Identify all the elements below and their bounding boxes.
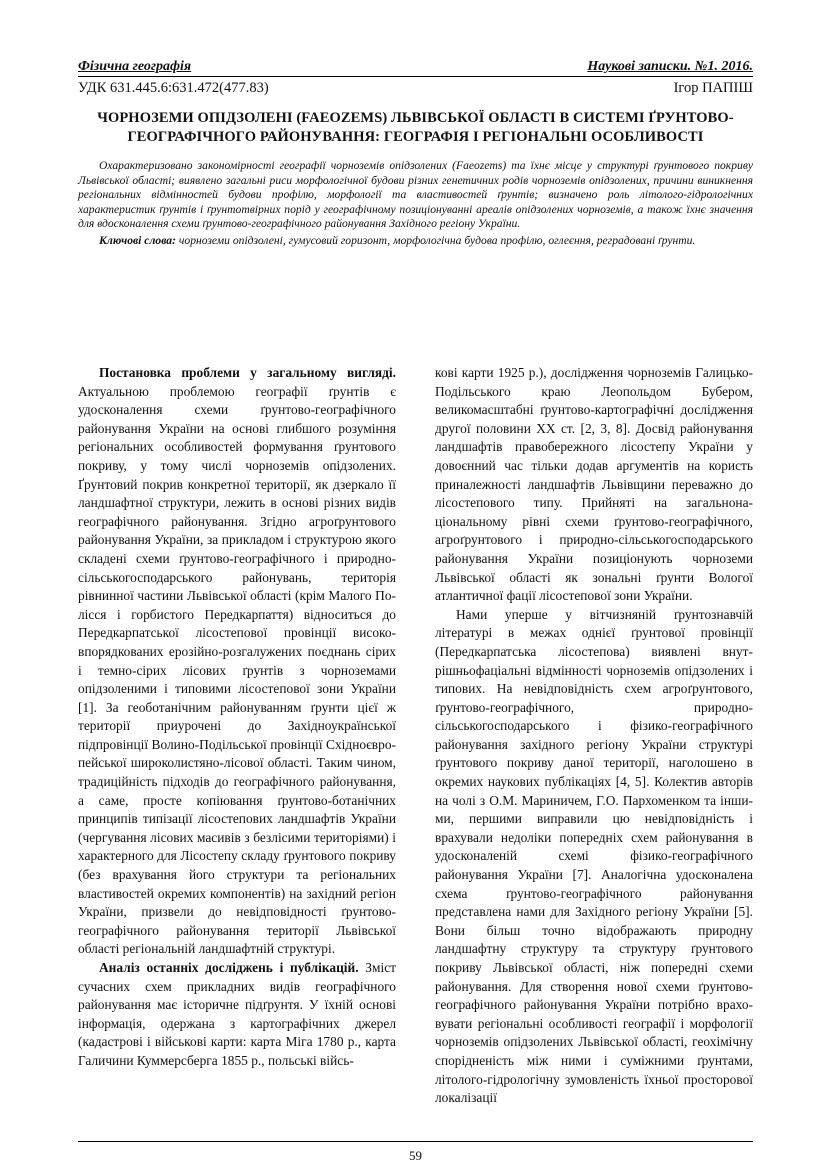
heading-problem: Постановка проблеми у загальному вигляді.: [99, 365, 396, 380]
page-number: 59: [409, 1148, 422, 1163]
paragraph-problem: [78, 364, 396, 959]
author-name: Ігор ПАПІШ: [673, 80, 753, 96]
paragraph-analysis: [78, 959, 396, 1071]
udc-code: УДК 631.445.6:631.472(477.83): [78, 80, 269, 96]
paper-page: [78, 58, 753, 1163]
abstract: Охарактеризовано закономірності географії чорноземів опідзолених (Faeozems) та їхнє місце у структурі ґрунтового покриву Львівської області; виявлено загальні риси морфологічної будови різних генетичних родів чорноземів опідзолених, причини виникнення регіональних відмінностей будови профілю, морфології та властивостей ґрунтів; визначено роль літолого-гідрологічних характеристик ґрунтів і ґрунтотвірних порід у географічному позиціонуванні ареалів опідзолених чорноземів, а також їхнє значення для вдосконалення схеми ґрунтово-географічного районування Західного регіону України.: [78, 159, 753, 231]
body-columns: [78, 364, 753, 1108]
paragraph-findings: Нами уперше у вітчизняній ґрунтознавчій літературі в межах однієї ґрунтової провінції (Передкарпатська лісостепова) виявлені внутрішньофаціальні відмінності чорноземів опідзолених і типових. На невідповідність схем агроґрунтового, ґрунтово-географічного, природно-сільськогосподарського і фізико-географічного районування західного регіону України структурі ґрунтового покриву даної території, наголошено в окремих наукових публікаціях [4, 5]. Колектив авторів на чолі з О.М. Мариничем, Г.О. Пархоменком та іншими, першими виправили цю невідповідність і врахували недоліки попередніх схем районування в удосконаленій схемі фізико-географічного районування України [7]. Аналогічна удосконалена схема ґрунтово-географічного районування представлена нами для Західного регіону України [5]. Вони більш точно відображають природну ландшафтну структуру та структуру ґрунтового покриву Львівської області, ніж попередні схеми районування. Для створення нової схеми ґрунтово-географічного районування України потрібно враховувати регіональні особливості географії і морфології чорноземів опідзолених Львівської області, геохімічну спорідненість між ними і суміжними ґрунтами, літолого-гідрологічну зумовленість їхньої просторової локалізації: [435, 606, 753, 1106]
keywords: [78, 234, 753, 249]
right-column: [435, 364, 753, 1108]
left-column: [78, 364, 396, 1108]
header-journal: Наукові записки. №1. 2016.: [587, 59, 753, 74]
running-header: [78, 58, 753, 75]
header-rule: [78, 76, 753, 77]
paragraph-continued: кові карти 1925 р.), дослідження чорноземів Галицько-Подільського краю Леопольдом Бубером, великомасштабні ґрунтово-картографічні дослідження другої половини ХХ ст. [2, 3, 8]. Досвід районування ландшафтів правобережного лісостепу України у довоєнний час тільки додав аргументів на користь приналежності ландшафтів Львівщини переважно до лісостепового типу. Прийняті на загальнонаціональному рівні схеми ґрунтово-географічного, агроґрунтового і природно-сільськогосподарського районування України позиціонують чорноземи Львівської області як зональні ґрунти Вологої атлантичної фації лісостепової зони України.: [435, 365, 753, 604]
keywords-label: Ключові слова:: [99, 233, 176, 247]
heading-analysis: Аналіз останніх досліджень і публікацій.: [99, 960, 359, 975]
article-title: ЧОРНОЗЕМИ ОПІДЗОЛЕНІ (FAEOZEMS) ЛЬВІВСЬКОЇ ОБЛАСТІ В СИСТЕМІ ҐРУНТОВО-ГЕОГРАФІЧНОГО РАЙОНУВАННЯ: ГЕОГРАФІЯ І РЕГІОНАЛЬНІ ОСОБЛИВОСТІ: [97, 110, 734, 145]
udc-line: [78, 79, 753, 97]
text-problem: Актуальною проблемою географії ґрунтів є удосконалення схеми ґрунтово-географічного районування України на основі глибшого розуміння регіональних особливостей формування ґрунтового покриву, у тому числі чорноземів опідзолених. Ґрунтовий покрив конкретної території, як дзеркало її ландшафтної структури, лежить в основі різних видів географічного районування. Згідно агроґрунтового районування України, за прикладом і структурою якого складені схеми ґрунтово-географічного і природно-сільськогосподарського районувань, територія рівнинної частини Львівської області (крім Малого Полісся і горбистого Передкарпаття) відноситься до Передкарпатської лісостепової провінції високо-впорядкованих ерозійно-розгалужених поєднань сірих і темно-сірих лісових ґрунтів з чорноземами опідзоленими і типовими лісостепової зони України [1]. За геоботанічним районуванням ґрунти цієї ж території приурочені до Західноукраїнської підпровінції Волино-Подільської провінції Східноєвропейської широколистяно-лісової області. Таким чином, традиційність підходів до географічного районування, а саме, просте копіювання ґрунтово-ботанічних принципів типізації лісостепових ландшафтів України (чергування лісових масивів з безлісими територіями) і характерного для Лісостепу складу ґрунтового покриву (без врахування його структури та регіональних властивостей окремих компонентів) на західний регіон України, призвели до невідповідності ґрунтово-географічного районування території Львівської області регіональній ландшафтній структурі.: [78, 383, 396, 957]
footer-rule: [78, 1141, 753, 1142]
header-section: Фізична географія: [78, 59, 192, 74]
keywords-text: чорноземи опідзолені, гумусовий горизонт, морфологічна будова профілю, оглеєння, реградовані ґрунти.: [175, 233, 696, 247]
text-analysis: Зміст сучасних схем прикладних видів географічного районування має історичне підґрунтя. У їхній основі інформація, одержана з картографічних джерел (кадастрові і військові карти: карта Міга 1780 р., карта Галичини Куммерсберга 1855 р., польські війсь-: [78, 960, 396, 1068]
